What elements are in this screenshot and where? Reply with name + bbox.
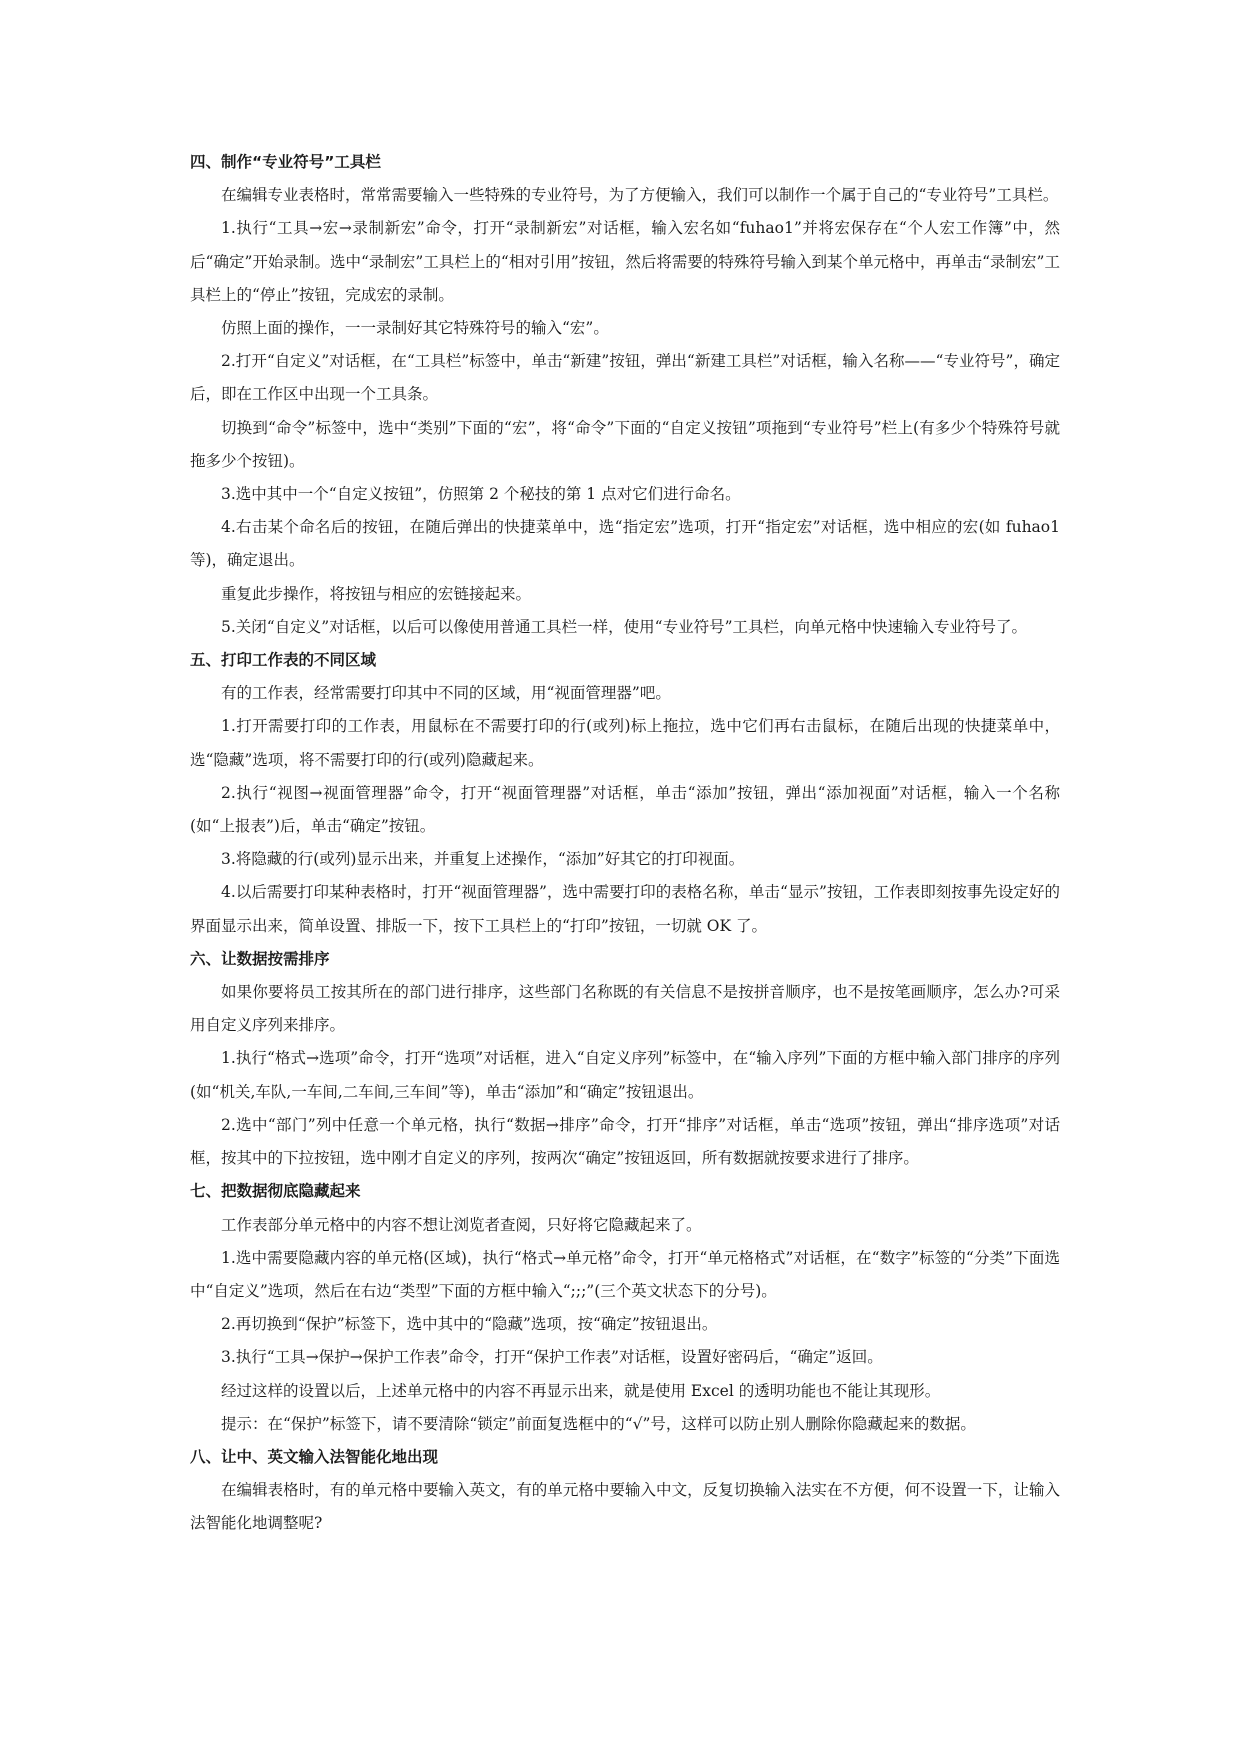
paragraph: 有的工作表，经常需要打印其中不同的区域，用“视面管理器”吧。 <box>221 684 671 703</box>
paragraph: 5.关闭“自定义”对话框，以后可以像使用普通工具栏一样，使用“专业符号”工具栏，向单元格中快速输入专业符号了。 <box>221 617 1027 636</box>
section-heading-6: 六、让数据按需排序 <box>190 949 330 968</box>
paragraph: 1.执行“工具→宏→录制新宏”命令，打开“录制新宏”对话框，输入宏名如“fuhao1”并将宏保存在“个人宏工作簿”中，然后“确定”开始录制。选中“录制宏”工具栏上的“相对引用”按钮，然后将需要的特殊符号输入到某个单元格中，再单击“录制宏”工具栏上的“停止”按钮，完成宏的录制。 <box>190 219 1060 304</box>
section-heading-8: 八、让中、英文输入法智能化地出现 <box>190 1447 439 1466</box>
paragraph: 2.打开“自定义”对话框，在“工具栏”标签中，单击“新建”按钮，弹出“新建工具栏”对话框，输入名称——“专业符号”，确定后，即在工作区中出现一个工具条。 <box>190 352 1060 404</box>
paragraph: 重复此步操作，将按钮与相应的宏链接起来。 <box>221 584 532 603</box>
document-page <box>190 146 1060 1541</box>
paragraph: 3.选中其中一个“自定义按钮”，仿照第 2 个秘技的第 1 点对它们进行命名。 <box>221 485 741 504</box>
paragraph: 如果你要将员工按其所在的部门进行排序，这些部门名称既的有关信息不是按拼音顺序，也不是按笔画顺序，怎么办?可采用自定义序列来排序。 <box>190 983 1060 1035</box>
paragraph: 3.将隐藏的行(或列)显示出来，并重复上述操作，“添加”好其它的打印视面。 <box>221 850 745 869</box>
section-heading-7: 七、把数据彻底隐藏起来 <box>190 1182 361 1201</box>
paragraph: 2.再切换到“保护”标签下，选中其中的“隐藏”选项，按“确定”按钮退出。 <box>221 1315 718 1334</box>
paragraph: 在编辑专业表格时，常常需要输入一些特殊的专业符号，为了方便输入，我们可以制作一个属于自己的“专业符号”工具栏。 <box>221 186 1059 205</box>
paragraph: 切换到“命令”标签中，选中“类别”下面的“宏”，将“命令”下面的“自定义按钮”项拖到“专业符号”栏上(有多少个特殊符号就拖多少个按钮)。 <box>190 418 1060 470</box>
paragraph: 4.右击某个命名后的按钮，在随后弹出的快捷菜单中，选“指定宏”选项，打开“指定宏”对话框，选中相应的宏(如 fuhao1 等)，确定退出。 <box>190 518 1060 570</box>
section-heading-5: 五、打印工作表的不同区域 <box>190 651 377 670</box>
paragraph: 1.选中需要隐藏内容的单元格(区域)，执行“格式→单元格”命令，打开“单元格格式”对话框，在“数字”标签的“分类”下面选中“自定义”选项，然后在右边“类型”下面的方框中输入“;;;”(三个英文状态下的分号)。 <box>190 1248 1060 1300</box>
paragraph: 仿照上面的操作，一一录制好其它特殊符号的输入“宏”。 <box>221 319 609 338</box>
paragraph: 在编辑表格时，有的单元格中要输入英文，有的单元格中要输入中文，反复切换输入法实在不方便，何不设置一下，让输入法智能化地调整呢? <box>190 1481 1060 1533</box>
paragraph: 2.选中“部门”列中任意一个单元格，执行“数据→排序”命令，打开“排序”对话框，单击“选项”按钮，弹出“排序选项”对话框，按其中的下拉按钮，选中刚才自定义的序列，按两次“确定”按钮返回，所有数据就按要求进行了排序。 <box>190 1115 1060 1168</box>
section-heading-4: 四、制作“专业符号”工具栏 <box>190 153 381 171</box>
paragraph: 工作表部分单元格中的内容不想让浏览者查阅，只好将它隐藏起来了。 <box>221 1215 702 1234</box>
paragraph: 2.执行“视图→视面管理器”命令，打开“视面管理器”对话框，单击“添加”按钮，弹出“添加视面”对话框，输入一个名称(如“上报表”)后，单击“确定”按钮。 <box>190 783 1060 836</box>
paragraph: 1.打开需要打印的工作表，用鼠标在不需要打印的行(或列)标上拖拉，选中它们再右击鼠标，在随后出现的快捷菜单中，选“隐藏”选项，将不需要打印的行(或列)隐藏起来。 <box>190 717 1060 769</box>
paragraph: 3.执行“工具→保护→保护工作表”命令，打开“保护工作表”对话框，设置好密码后，“确定”返回。 <box>221 1348 883 1367</box>
paragraph: 提示：在“保护”标签下，请不要清除“锁定”前面复选框中的“√”号，这样可以防止别人删除你隐藏起来的数据。 <box>221 1414 976 1433</box>
paragraph: 1.执行“格式→选项”命令，打开“选项”对话框，进入“自定义序列”标签中，在“输入序列”下面的方框中输入部门排序的序列(如“机关,车队,一车间,二车间,三车间”等)，单击“添加”和“确定”按钮退出。 <box>190 1049 1060 1101</box>
paragraph: 4.以后需要打印某种表格时，打开“视面管理器”，选中需要打印的表格名称，单击“显示”按钮，工作表即刻按事先设定好的界面显示出来，简单设置、排版一下，按下工具栏上的“打印”按钮，一切就 OK 了。 <box>190 883 1060 935</box>
paragraph: 经过这样的设置以后，上述单元格中的内容不再显示出来，就是使用 Excel 的透明功能也不能让其现形。 <box>221 1381 941 1400</box>
